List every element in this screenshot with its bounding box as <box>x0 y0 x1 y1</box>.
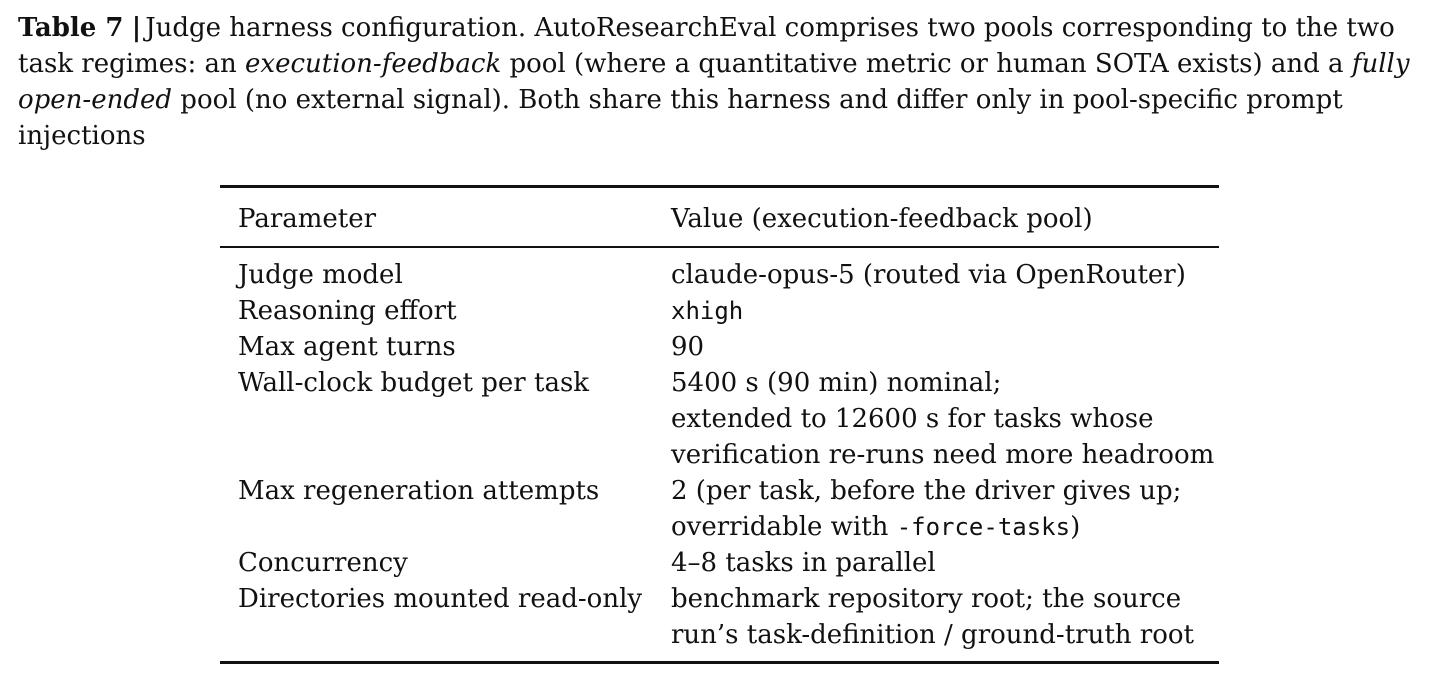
value-text: ) <box>1070 512 1081 542</box>
value-code: -force-tasks <box>896 513 1071 541</box>
param-cell: Reasoning effort <box>238 296 457 326</box>
param-cell: Max agent turns <box>238 332 456 362</box>
value-cell <box>653 473 1219 545</box>
config-table-container <box>220 185 1219 664</box>
table-row <box>220 545 1219 581</box>
value-line <box>671 509 1219 545</box>
param-cell: Max regeneration attempts <box>238 476 600 506</box>
value-cell <box>653 247 1219 293</box>
value-cell <box>653 365 1219 473</box>
value-line: 2 (per task, before the driver gives up; <box>671 476 1182 506</box>
value-line: benchmark repository root; the source <box>671 584 1182 614</box>
value-line: verification re-runs need more headroom <box>671 440 1215 470</box>
value-line: 4–8 tasks in parallel <box>671 548 936 578</box>
param-cell: Wall-clock budget per task <box>238 368 590 398</box>
value-cell <box>653 545 1219 581</box>
caption-text-1: Judge harness configuration. AutoResearchEval comprises two pools corresponding to the two task regimes: an <box>18 13 1395 79</box>
value-line: run’s task-definition / ground-truth root <box>671 620 1194 650</box>
caption-text-2: pool (where a quantitative metric or human SOTA exists) and a <box>501 49 1352 79</box>
value-line: claude-opus-5 (routed via OpenRouter) <box>671 260 1186 290</box>
value-text: overridable with <box>671 512 897 542</box>
table-row <box>220 293 1219 329</box>
caption-emphasis-2: fully open-ended <box>18 49 1410 115</box>
value-line: 90 <box>671 332 705 362</box>
value-cell <box>653 581 1219 663</box>
value-cell <box>653 329 1219 365</box>
table-header-row <box>220 187 1219 248</box>
value-cell <box>653 293 1219 329</box>
table-row <box>220 365 1219 473</box>
config-table <box>220 185 1219 664</box>
param-cell: Directories mounted read-only <box>238 584 643 614</box>
value-line: 5400 s (90 min) nominal; <box>671 368 1002 398</box>
caption-text-3: pool (no external signal). Both share this harness and differ only in pool-specific prompt injections <box>18 85 1343 151</box>
table-row <box>220 473 1219 545</box>
caption-separator: | <box>131 13 142 43</box>
table-row <box>220 329 1219 365</box>
value-line-code: xhigh <box>671 297 744 325</box>
table-caption <box>18 10 1428 154</box>
table-row <box>220 581 1219 663</box>
header-parameter: Parameter <box>238 204 377 234</box>
table-row <box>220 247 1219 293</box>
param-cell: Judge model <box>238 260 403 290</box>
caption-label: Table 7 <box>18 13 124 43</box>
caption-emphasis-1: execution-feedback <box>245 49 502 79</box>
param-cell: Concurrency <box>238 548 408 578</box>
value-line: extended to 12600 s for tasks whose <box>671 404 1154 434</box>
header-value: Value (execution-feedback pool) <box>671 204 1093 234</box>
